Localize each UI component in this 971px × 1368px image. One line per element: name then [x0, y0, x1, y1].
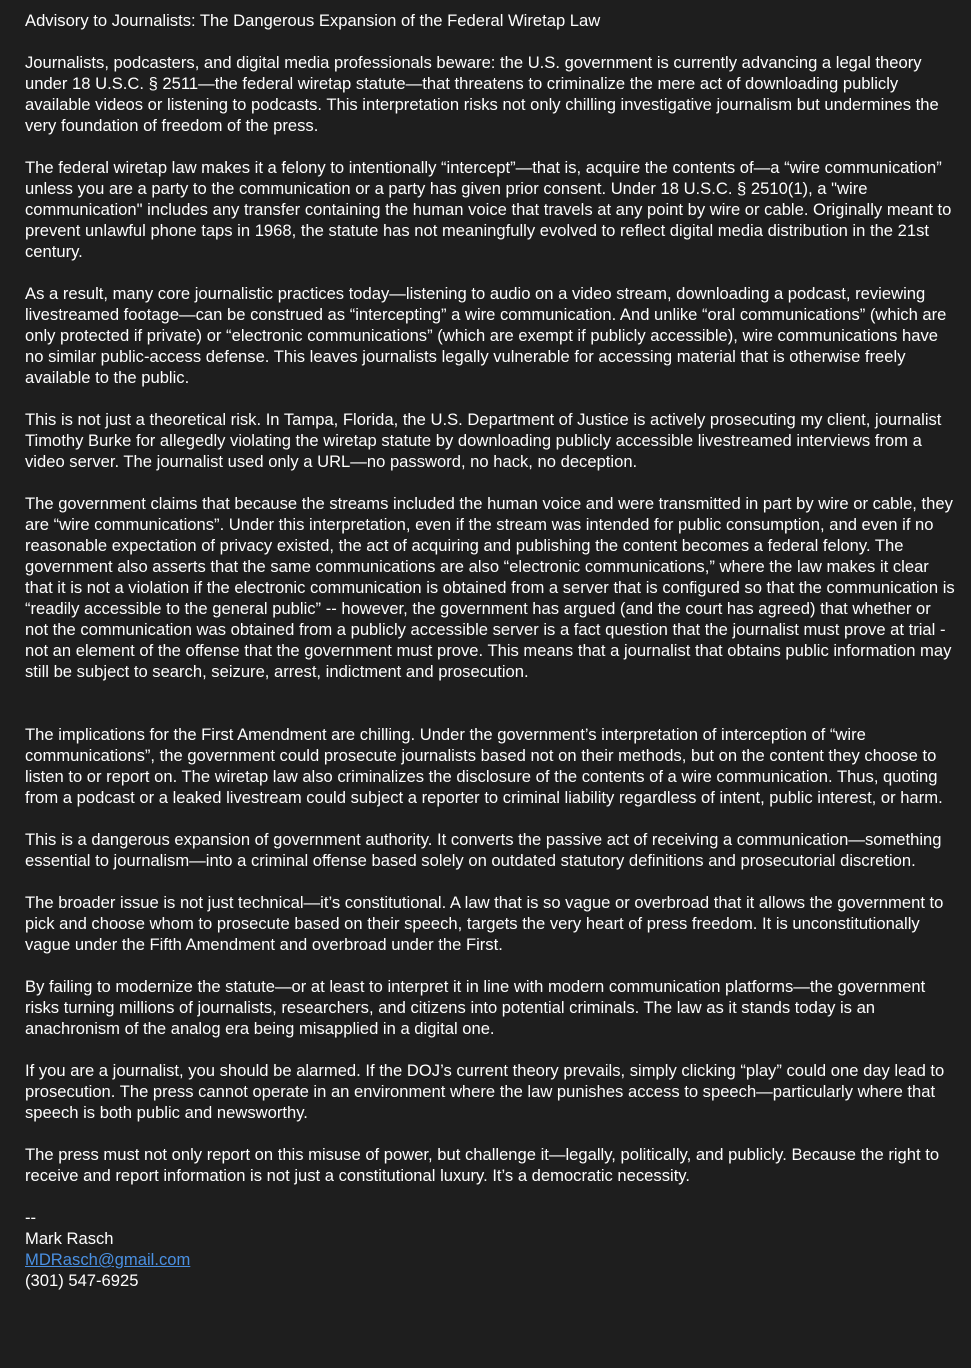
paragraph-5: The government claims that because the streams included the human voice and were transmitted in part by wire or cable, they are “wire communications”. Under this interpretation, even if the stream was intended for public consumption, and even if no reasonable expectation of privacy existed, the act of acquiring and publishing the content becomes a federal felony. The government also asserts that the same communications are also “electronic communications,” where the law makes it clear that it is not a violation if the electronic communication is obtained from a server that is configured so that the communication is “readily accessible to the general public” -- however, the government has argued (and the court has agreed) that whether or not the communication was obtained from a publicly accessible server is a fact question that the journalist must prove at trial - not an element of the offense that the government must prove. This means that a journalist that obtains public information may still be subject to search, seizure, arrest, indictment and prosecution. — [25, 494, 955, 681]
paragraph-4: This is not just a theoretical risk. In Tampa, Florida, the U.S. Department of Justice is actively prosecuting my client, journalist Timothy Burke for allegedly violating the wiretap statute by downloading publicly accessible livestreamed interviews from a video server. The journalist used only a URL—no password, no hack, no deception. — [25, 410, 942, 471]
paragraph-6: The implications for the First Amendment are chilling. Under the government’s interpretation of interception of “wire communications”, the government could prosecute journalists based not on their methods, but on the content they choose to listen to or report on. The wiretap law also criminalizes the disclosure of the contents of a wire communication. Thus, quoting from a podcast or a leaked livestream could subject a reporter to criminal liability regardless of intent, public interest, or harm. — [25, 725, 943, 807]
signature-email-link[interactable]: MDRasch@gmail.com — [25, 1250, 191, 1269]
email-subject: Advisory to Journalists: The Dangerous Expansion of the Federal Wiretap Law — [25, 11, 601, 30]
paragraph-10: If you are a journalist, you should be alarmed. If the DOJ’s current theory prevails, simply clicking “play” could one day lead to prosecution. The press cannot operate in an environment where the law punishes access to speech—particularly where that speech is both public and newsworthy. — [25, 1061, 945, 1122]
paragraph-2: The federal wiretap law makes it a felony to intentionally “intercept”—that is, acquire the contents of—a “wire communication” unless you are a party to the communication or a party has given prior consent. Under 18 U.S.C. § 2510(1), a "wire communication" includes any transfer containing the human voice that travels at any point by wire or cable. Originally meant to prevent unlawful phone taps in 1968, the statute has not meaningfully evolved to reflect digital media distribution in the 21st century. — [25, 158, 952, 261]
signature-name: Mark Rasch — [25, 1229, 114, 1248]
paragraph-9: By failing to modernize the statute—or at least to interpret it in line with modern communication platforms—the government risks turning millions of journalists, researchers, and citizens into potential criminals. The law as it stands today is an anachronism of the analog era being misapplied in a digital one. — [25, 977, 926, 1038]
signature — [25, 1207, 955, 1291]
signature-separator: -- — [25, 1208, 37, 1227]
paragraph-1: Journalists, podcasters, and digital media professionals beware: the U.S. government is currently advancing a legal theory under 18 U.S.C. § 2511—the federal wiretap statute—that threatens to criminalize the mere act of downloading publicly available videos or listening to podcasts. This interpretation risks not only chilling investigative journalism but undermines the very foundation of freedom of the press. — [25, 53, 939, 135]
email-body — [25, 10, 955, 1291]
paragraph-11: The press must not only report on this misuse of power, but challenge it—legally, politically, and publicly. Because the right to receive and report information is not just a constitutional luxury. It’s a democratic necessity. — [25, 1145, 940, 1185]
signature-phone: (301) 547-6925 — [25, 1271, 139, 1290]
paragraph-7: This is a dangerous expansion of government authority. It converts the passive act of receiving a communication—something essential to journalism—into a criminal offense based solely on outdated statutory definitions and prosecutorial discretion. — [25, 830, 942, 870]
paragraph-3: As a result, many core journalistic practices today—listening to audio on a video stream, downloading a podcast, reviewing livestreamed footage—can be construed as “intercepting” a wire communication. And unlike “oral communications” (which are only protected if private) or “electronic communications” (which are exempt if publicly accessible), wire communications have no similar public-access defense. This leaves journalists legally vulnerable for accessing material that is otherwise freely available to the public. — [25, 284, 947, 387]
paragraph-8: The broader issue is not just technical—it’s constitutional. A law that is so vague or overbroad that it allows the government to pick and choose whom to prosecute based on their speech, targets the very heart of press freedom. It is unconstitutionally vague under the Fifth Amendment and overbroad under the First. — [25, 893, 944, 954]
